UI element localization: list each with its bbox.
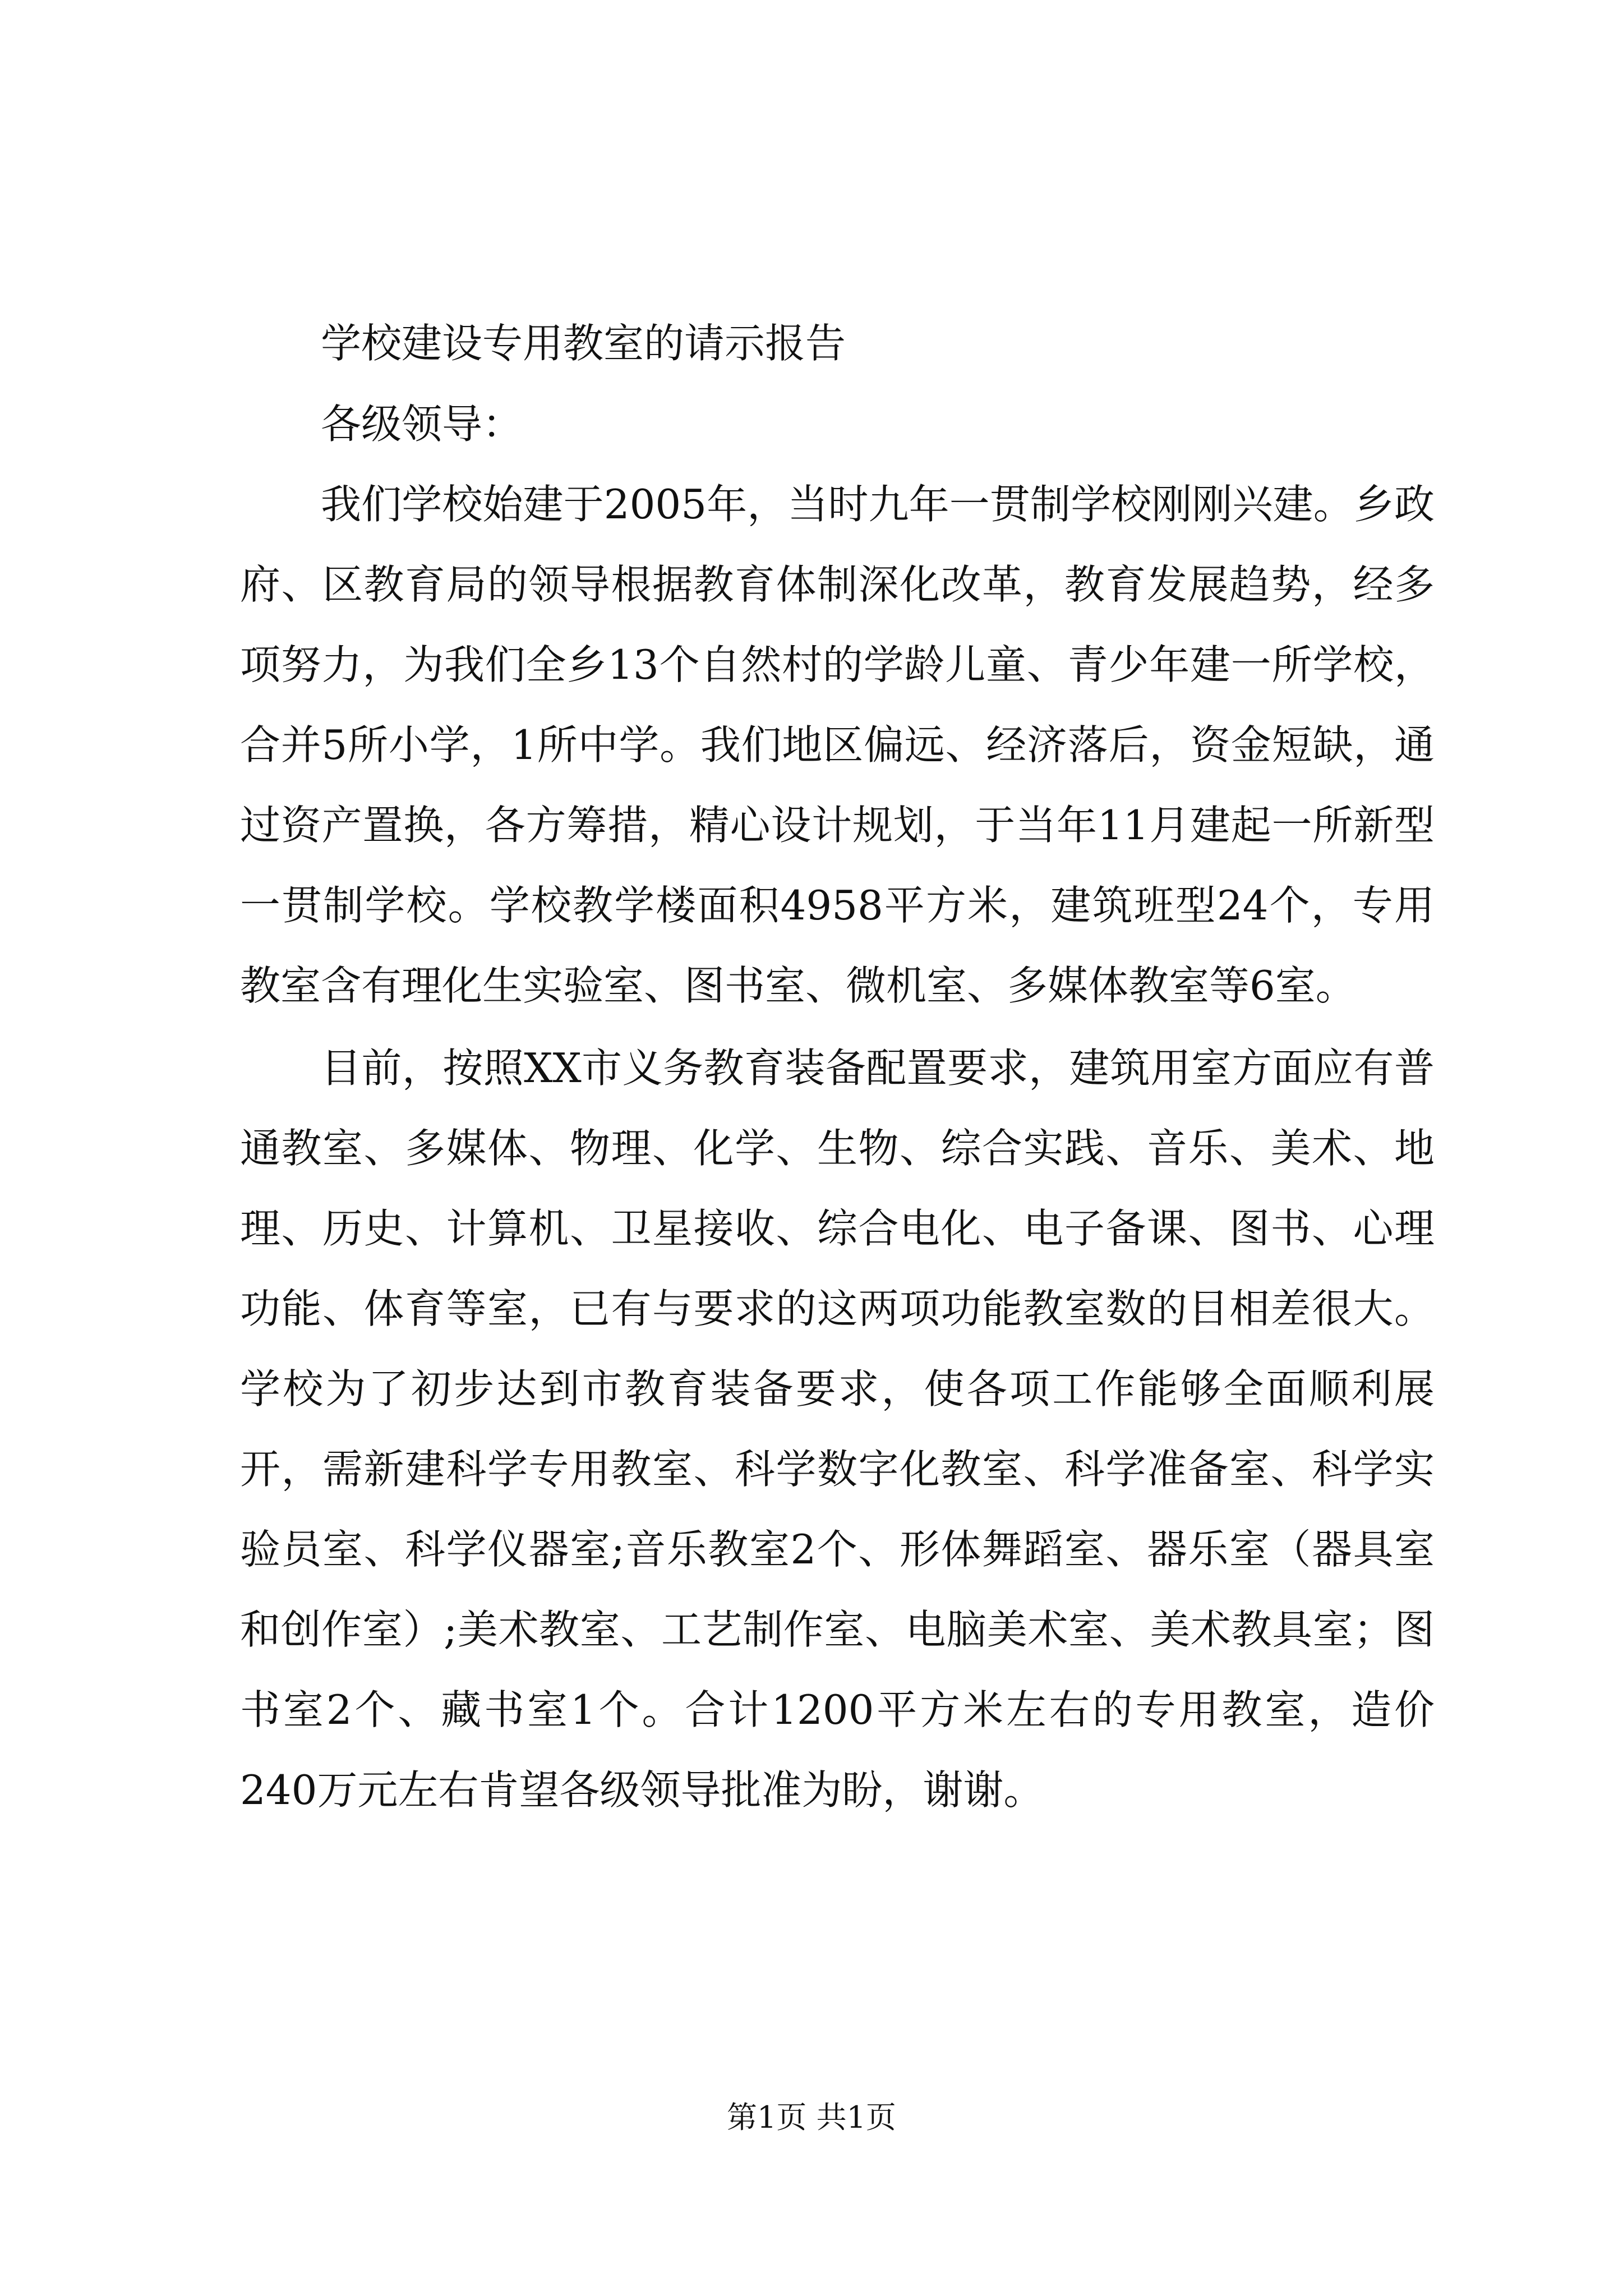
paragraph-2: 目前，按照XX市义务教育装备配置要求，建筑用室方面应有普通教室、多媒体、物理、化学、生物、综合实践、音乐、美术、地理、历史、计算机、卫星接收、综合电化、电子备课、图书、心理功能、体育等室，已有与要求的这两项功能教室数的目相差很大。学校为了初步达到市教育装备要求，使各项工作能够全面顺利展开，需新建科学专用教室、科学数字化教室、科学准备室、科学实验员室、科学仪器室;音乐教室2个、形体舞蹈室、器乐室（器具室和创作室）;美术教室、工艺制作室、电脑美术室、美术教具室；图书室2个、藏书室1个。合计1200平方米左右的专用教室，造价240万元左右肯望各级领导批准为盼，谢谢。 (240, 1045, 1435, 1814)
salutation: 各级领导： (321, 401, 523, 448)
document-title: 学校建设专用教室的请示报告 (321, 320, 846, 367)
paragraph-1: 我们学校始建于2005年，当时九年一贯制学校刚刚兴建。乡政府、区教育局的领导根据教育体制深化改革，教育发展趋势，经多项努力，为我们全乡13个自然村的学龄儿童、青少年建一所学校，合并5所小学，1所中学。我们地区偏远、经济落后，资金短缺，通过资产置换，各方筹措，精心设计规划，于当年11月建起一所新型一贯制学校。学校教学楼面积4958平方米，建筑班型24个，专用教室含有理化生实验室、图书室、微机室、多媒体教室等6室。 (240, 481, 1435, 1009)
document-body (240, 303, 1435, 1830)
page-footer: 第1页 共1页 (727, 2100, 896, 2135)
